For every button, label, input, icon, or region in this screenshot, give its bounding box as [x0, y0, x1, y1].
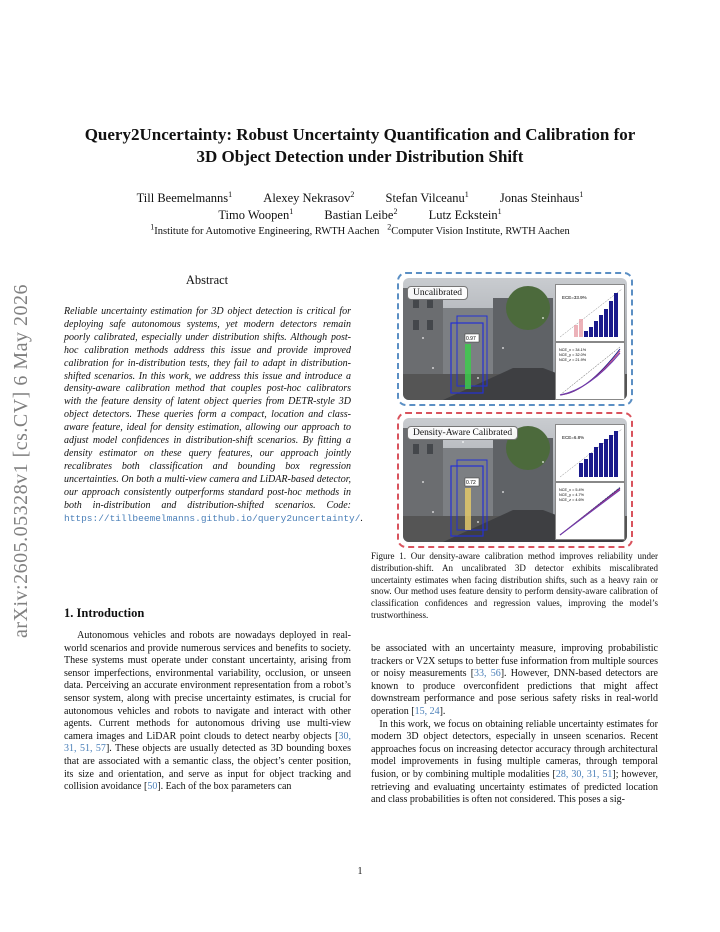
- citation-link[interactable]: 50: [147, 781, 158, 793]
- authors-row-1: [70, 190, 650, 207]
- arxiv-identifier: arXiv:2605.05328v1 [cs.CV] 6 May 2026: [10, 283, 32, 639]
- author: Alexey Nekrasov$^2$: [263, 189, 355, 205]
- regression-calibration-plot-top: [555, 342, 625, 400]
- figure-panel-calibrated: [397, 412, 633, 548]
- section-heading-introduction: 1. Introduction: [64, 606, 145, 620]
- box-score-label: 0.97: [466, 336, 476, 342]
- ece-label-bottom: ECE=6.8%: [562, 435, 585, 440]
- authors-row-2: [70, 207, 650, 224]
- reliability-diagram-bottom: [555, 424, 625, 482]
- abstract-text: Reliable uncertainty estimation for 3D object detection is critical for deploying safe autonomous systems, yet modern detectors remain poorly calibrated, especially under distribution shifts. Although post-hoc calibration methods address this issue and provide improved calibration for in-distribution tests, they fail to adapt in distribution-shifted scenarios. In this work, we address this issue and introduce a density-aware calibration method that couples post-hoc calibrators with the feature density of latent object queries from DETR-style 3D object detectors. These queries form a compact, location and class-aware feature, ideal for density estimation, allowing our approach to adjust model confidences in distribution-shift scenarios. By fitting a density estimator on these query features, our approach jointly recalibrates both classification and bounding box regression uncertainties. On both a multi-view camera and LiDAR-based detector, our approach consistently outperforms standard post-hoc methods in both in-distribution and distribution-shifted scenarios. Code: https://tillbeemelmanns.github.io/query2uncertainty/.: [64, 306, 363, 524]
- author: Stefan Vilceanu$^1$: [385, 189, 469, 205]
- ece-label-top: ECE=33.9%: [562, 295, 587, 300]
- nce-y-top: NCE_y = 32.0%: [559, 353, 587, 357]
- paper-title: [70, 124, 650, 168]
- nce-x-top: NCE_x = 34.1%: [559, 348, 587, 352]
- citation-link[interactable]: 30, 31, 51, 57: [64, 730, 351, 755]
- page-number: 1: [357, 866, 363, 877]
- regression-calibration-plot-bottom: [555, 482, 625, 540]
- reliability-diagram-top: [555, 284, 625, 342]
- citation-link[interactable]: 15, 24: [414, 705, 440, 717]
- affiliations: $^1$Institute for Automotive Engineering, RWTH Aachen $^2$Computer Vision Institute, RWTH Aachen: [150, 222, 570, 237]
- author: Jonas Steinhaus$^1$: [499, 189, 584, 205]
- figure-panel-uncalibrated: [397, 272, 633, 406]
- abstract-heading: Abstract: [185, 273, 229, 287]
- author: Bastian Leibe$^2$: [324, 206, 398, 222]
- author: Till Beemelmanns$^1$: [136, 189, 233, 205]
- intro-left-column: Autonomous vehicles and robots are nowadays deployed in real-world scenarios and provide numerous services and benefits to society. These systems must operate under constant uncertainty, arising from sensor imperfections, environmental variability, occlusion, or unseen data. Perceiving an accurate environment representation from a robot’s sensor system, along with precise uncertainty estimates, is crucial for autonomous vehicles and robots to navigate and interact with other agents. Current methods for autonomous driving use multi-view camera images and LiDAR point clouds to detect nearby objects [30, 31, 51, 57]. These objects are usually detected as 3D bounding boxes that are associated with a semantic class, the object’s center position, its size and orientation, and serve as input for object tracking and collision avoidance [50]. Each of the box parameters can: [64, 630, 352, 793]
- street-scene-image: [403, 278, 627, 400]
- title-line-2: 3D Object Detection under Distribution Shift: [196, 147, 524, 166]
- nce-y-bottom: NCE_y = 4.7%: [559, 493, 585, 497]
- intro-right-column: be associated with an uncertainty measure, improving probabilistic trackers or V2X setups to better fuse information from multiple sources or noisy measurements [33, 56]. However, DNN-based detectors are known to produce overconfident predictions that might affect downstream performance and pose serious safety risks in real-world operation [15, 24]. In this work, we focus on obtaining reliable uncertainty estimates for modern 3D object detectors, especially in unseen scenarios. Recent approaches focus on increasing detector accuracy through architectural model improvements in fusing multiple cameras, through temporal fusion, or by combining multiple modalities [28, 30, 31, 51]; however, retrieving and evaluating uncertainty estimates of predicted location and class probabilities is often not considered. This poses a sig-: [371, 643, 659, 806]
- box-score-label: 0.72: [466, 480, 476, 486]
- author: Timo Woopen$^1$: [218, 206, 294, 222]
- nce-x-bottom: NCE_x = 5.4%: [559, 488, 585, 492]
- panel-label-calibrated: Density-Aware Calibrated: [407, 426, 518, 440]
- street-scene-image: [403, 418, 627, 542]
- author: Lutz Eckstein$^1$: [428, 206, 502, 222]
- code-link[interactable]: https://tillbeemelmanns.github.io/query2uncertainty/: [64, 512, 361, 524]
- citation-link[interactable]: 28, 30, 31, 51: [555, 768, 613, 780]
- panel-label-uncalibrated: Uncalibrated: [407, 286, 468, 300]
- nce-z-top: NCE_z = 21.9%: [559, 358, 587, 362]
- nce-z-bottom: NCE_z = 4.6%: [559, 498, 585, 502]
- figure-caption: Figure 1. Our density-aware calibration method improves reliability under distribution-shift. An uncalibrated 3D detector exhibits miscalibrated uncertainty estimates when facing distribution shifts, such as a heavy rain or snow. Our method uses feature density to perform density-aware calibration of classification confidences and regression values, improving the model’s trustworthiness.: [371, 551, 658, 620]
- title-line-1: Query2Uncertainty: Robust Uncertainty Quantification and Calibration for: [84, 125, 636, 144]
- citation-link[interactable]: 33, 56: [474, 668, 501, 680]
